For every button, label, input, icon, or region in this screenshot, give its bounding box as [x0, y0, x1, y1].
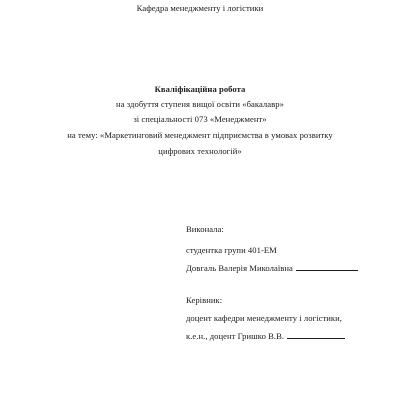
department-title: Кафедра менеджменту і логістики	[136, 3, 264, 13]
topic-line-2: цифрових технологій»	[158, 146, 242, 156]
supervisor-position: доцент кафедри менеджменту і логістики,	[186, 313, 343, 323]
author-signature-line	[296, 262, 358, 271]
author-name: Довгаль Валерія Миколаївна	[186, 263, 293, 273]
supervisor-signature-line	[287, 330, 345, 339]
topic-line-1: на тему: «Маркетинговий менеджмент підприємства в умовах розвитку	[67, 130, 333, 140]
supervisor-name-row	[186, 330, 345, 342]
work-title: Кваліфікаційна робота	[154, 84, 246, 94]
supervisor-name: к.е.н., доцент Гришко В.В.	[186, 331, 285, 341]
author-label: Виконала:	[186, 224, 224, 234]
specialty-line: зі спеціальності 073 «Менеджмент»	[133, 114, 267, 124]
author-name-row	[186, 262, 358, 274]
author-position: студентка групи 401-ЕМ	[186, 245, 277, 255]
supervisor-label: Керівник:	[186, 295, 223, 305]
degree-line: на здобуття ступеня вищої освіти «бакалавр»	[116, 99, 284, 109]
